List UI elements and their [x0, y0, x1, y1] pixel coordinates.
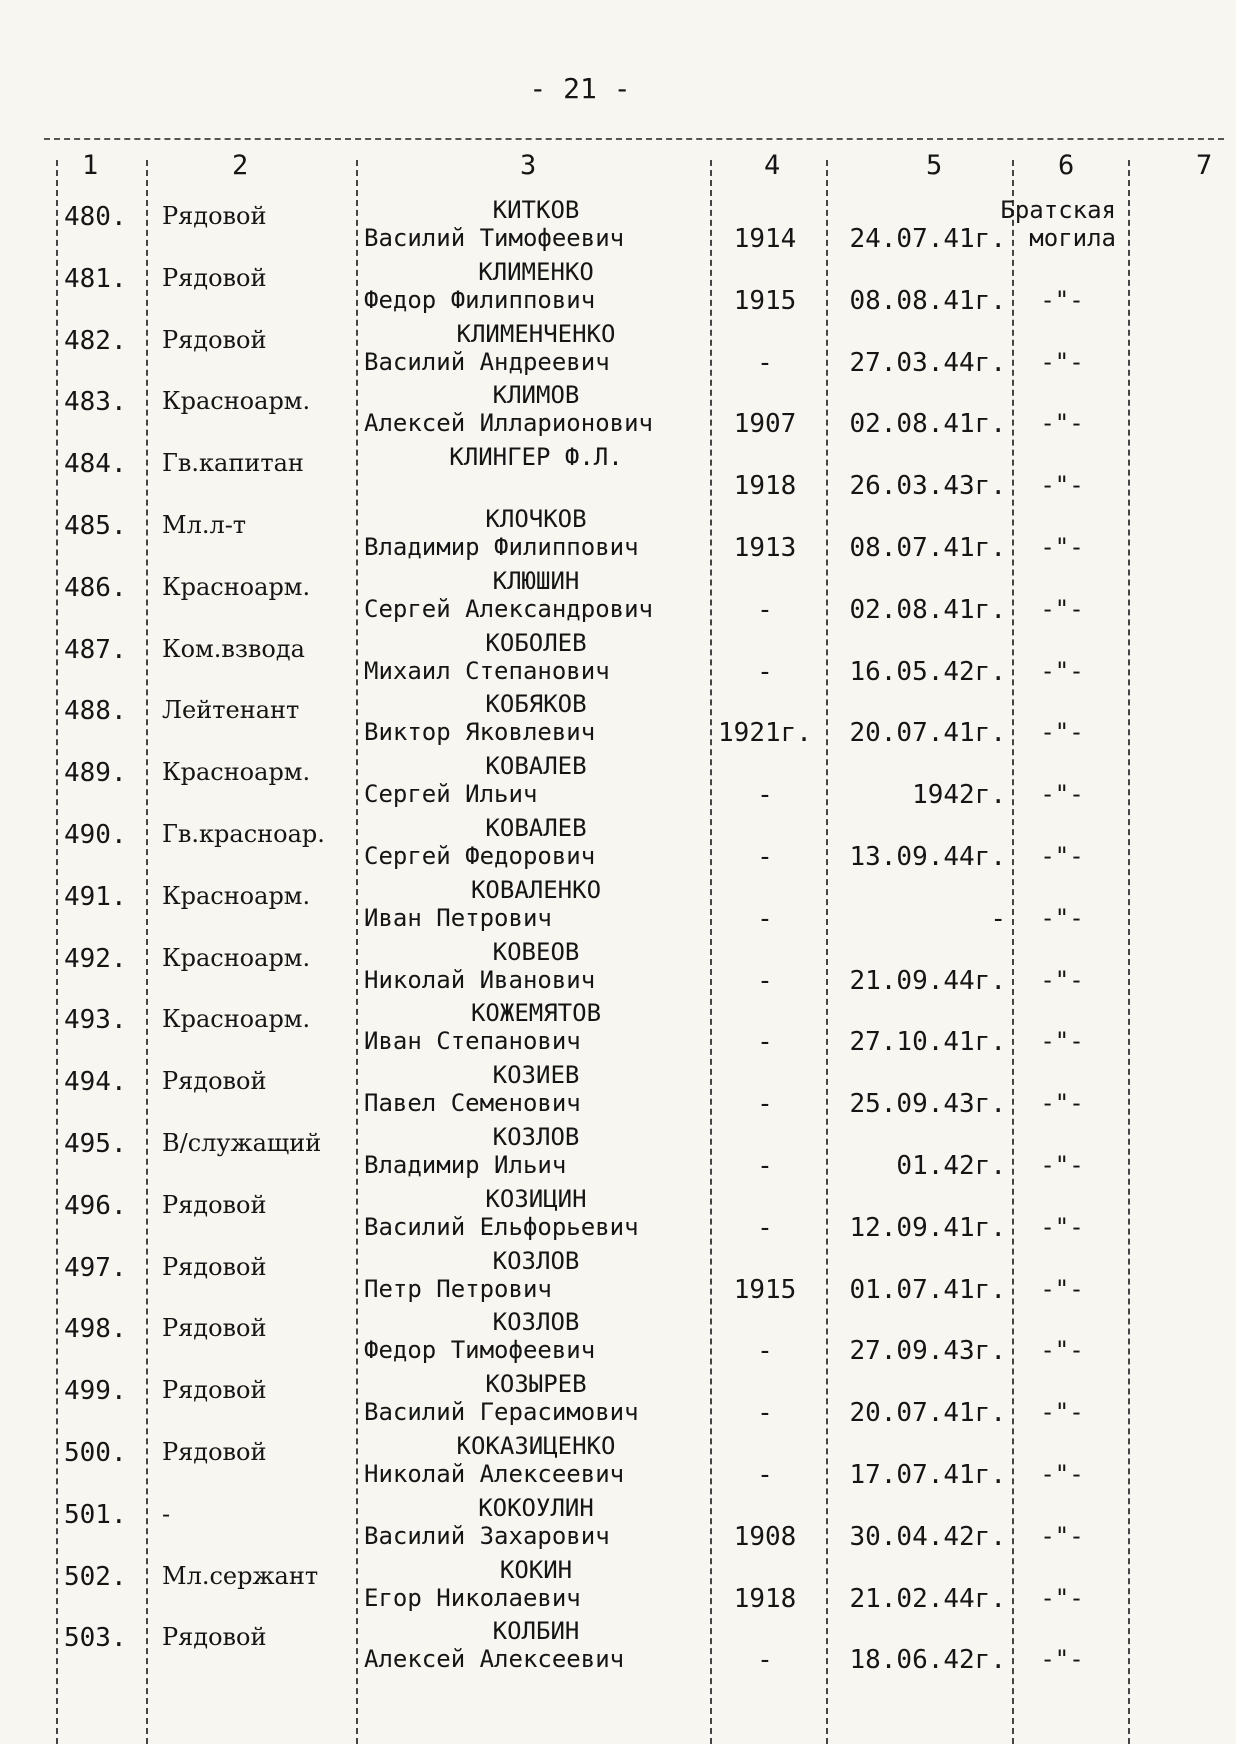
birth-year: 1908: [733, 1521, 797, 1552]
birth-year: -: [757, 1398, 773, 1429]
table-row: [0, 1308, 1236, 1370]
table-row: [0, 258, 1236, 320]
death-date: 26.03.43г.: [849, 471, 1006, 502]
birth-year: 1921г.: [718, 718, 812, 749]
rank: Рядовой: [162, 1438, 267, 1466]
birth-year: -: [757, 347, 773, 378]
burial-place: -"-: [1040, 656, 1084, 685]
table-row: [0, 629, 1236, 691]
death-date: 02.08.41г.: [849, 594, 1006, 625]
burial-place: -"-: [1040, 471, 1084, 500]
burial-place: -"-: [1040, 1645, 1084, 1674]
rank: Рядовой: [162, 1252, 267, 1281]
death-date: 13.09.44г.: [849, 842, 1006, 872]
death-date: 18.06.42г.: [849, 1645, 1006, 1676]
given-name: Владимир Ильич: [364, 1151, 567, 1179]
rank: Рядовой: [162, 1067, 267, 1096]
death-date: 21.09.44г.: [849, 965, 1006, 996]
table-row: [0, 999, 1236, 1061]
rank: Рядовой: [162, 202, 267, 230]
birth-year: -: [757, 1027, 773, 1058]
row-number: 489.: [64, 758, 127, 789]
table-row: [0, 196, 1236, 258]
surname: КОЗЫРЕВ: [485, 1370, 587, 1399]
burial-place-top: Братская: [1000, 196, 1116, 224]
birth-year: -: [757, 1645, 773, 1676]
given-name: Сергей Федорович: [364, 842, 596, 870]
rank: Рядовой: [162, 325, 267, 354]
rank: Рядовой: [162, 1190, 267, 1219]
rank: -: [162, 1499, 171, 1528]
given-name: Алексей Алексеевич: [364, 1645, 625, 1674]
rank: Гв.капитан: [162, 449, 304, 478]
rank: Мл.сержант: [162, 1561, 319, 1590]
surname: КОЛБИН: [492, 1617, 580, 1646]
death-date: 24.07.41г.: [849, 224, 1006, 254]
rank: Красноарм.: [162, 943, 311, 972]
given-name: Петр Петрович: [364, 1274, 552, 1303]
burial-place: -"-: [1040, 1336, 1084, 1365]
birth-year: 1913: [733, 533, 797, 563]
surname: КЛИМЕНЧЕНКО: [456, 319, 616, 348]
row-number: 490.: [64, 820, 127, 850]
table-row: [0, 1061, 1236, 1123]
row-number: 499.: [64, 1376, 127, 1407]
burial-place: -"-: [1040, 1151, 1084, 1179]
burial-place: -"-: [1040, 409, 1084, 438]
column-header-3: 3: [520, 150, 537, 181]
row-number: 480.: [64, 202, 127, 232]
table-top-rule: [44, 138, 1224, 140]
given-name: Сергей Александрович: [364, 594, 653, 623]
birth-year: 1907: [733, 409, 797, 440]
birth-year: 1914: [733, 224, 797, 254]
row-number: 481.: [64, 263, 127, 294]
rank: Красноарм.: [162, 758, 311, 787]
birth-year: -: [757, 1212, 773, 1243]
birth-year: -: [757, 1151, 773, 1181]
table-row: [0, 1556, 1236, 1618]
row-number: 487.: [64, 634, 127, 665]
row-number: 486.: [64, 572, 127, 603]
row-number: 492.: [64, 943, 127, 974]
row-number: 488.: [64, 696, 127, 727]
table-row: [0, 876, 1236, 938]
death-date: 1942г.: [912, 780, 1006, 811]
given-name: Василий Захарович: [364, 1521, 610, 1550]
row-number: 497.: [64, 1252, 127, 1283]
rank: Мл.л-т: [162, 511, 247, 539]
table-row: [0, 690, 1236, 752]
surname: КЛИМОВ: [492, 381, 580, 410]
row-number: 483.: [64, 387, 127, 418]
row-number: 493.: [64, 1005, 127, 1036]
surname: КОЗЛОВ: [492, 1308, 580, 1337]
birth-year: -: [757, 1336, 773, 1367]
surname: КЛЮШИН: [492, 566, 580, 595]
given-name: Василий Герасимович: [364, 1398, 639, 1427]
birth-year: 1915: [733, 285, 797, 316]
burial-place: -"-: [1040, 594, 1084, 623]
death-date: 25.09.43г.: [849, 1089, 1006, 1120]
given-name: Павел Семенович: [364, 1089, 581, 1118]
rank: Рядовой: [162, 263, 267, 292]
given-name: Николай Иванович: [364, 965, 596, 994]
table-row: [0, 1123, 1236, 1185]
table-row: [0, 1617, 1236, 1679]
birth-year: -: [757, 965, 773, 996]
death-date: 08.08.41г.: [849, 285, 1006, 316]
table-row: [0, 1247, 1236, 1309]
burial-place: -"-: [1040, 1521, 1084, 1550]
given-name: Федор Тимофеевич: [364, 1336, 596, 1365]
rank: Красноарм.: [162, 572, 311, 601]
birth-year: -: [757, 656, 773, 687]
given-name: Алексей Илларионович: [364, 409, 653, 438]
row-number: 491.: [64, 881, 127, 912]
row-number: 482.: [64, 325, 127, 356]
burial-place: -"-: [1040, 1583, 1084, 1612]
column-header-4: 4: [764, 150, 781, 181]
rank: Красноарм.: [162, 881, 311, 910]
column-header-6: 6: [1058, 150, 1075, 181]
given-name: Василий Ельфорьевич: [364, 1212, 639, 1241]
given-name: Федор Филиппович: [364, 285, 596, 314]
burial-place: -"-: [1040, 347, 1084, 376]
surname: КЛИНГЕР Ф.Л.: [449, 443, 623, 472]
birth-year: 1915: [733, 1274, 797, 1305]
table-row: [0, 381, 1236, 443]
table-row: [0, 1494, 1236, 1556]
surname: КЛОЧКОВ: [485, 505, 587, 533]
surname: КОЗЛОВ: [492, 1123, 580, 1151]
row-number: 495.: [64, 1129, 127, 1159]
birth-year: -: [757, 780, 773, 811]
death-date: 21.02.44г.: [849, 1583, 1006, 1614]
burial-place: -"-: [1040, 1089, 1084, 1118]
table-row: [0, 1432, 1236, 1494]
rank: Рядовой: [162, 1376, 267, 1405]
death-date: 17.07.41г.: [849, 1460, 1006, 1490]
death-date: 27.10.41г.: [849, 1027, 1006, 1058]
table-row: [0, 320, 1236, 382]
birth-year: -: [757, 842, 773, 872]
surname: КОВАЛЕВ: [485, 752, 587, 781]
row-number: 485.: [64, 511, 127, 541]
surname: КОВАЛЕНКО: [470, 875, 602, 904]
given-name: Василий Тимофеевич: [364, 224, 625, 252]
surname: КОЖЕМЯТОВ: [470, 999, 602, 1028]
birth-year: 1918: [733, 1583, 797, 1614]
given-name: Иван Петрович: [364, 903, 552, 932]
table-row: [0, 752, 1236, 814]
given-name: Егор Николаевич: [364, 1583, 581, 1612]
table-row: [0, 1370, 1236, 1432]
surname: КОБОЛЕВ: [485, 628, 587, 657]
row-number: 496.: [64, 1190, 127, 1221]
row-number: 501.: [64, 1499, 127, 1530]
burial-place: -"-: [1040, 718, 1084, 747]
birth-year: 1918: [733, 471, 797, 502]
surname: КОЗИЕВ: [492, 1061, 580, 1090]
table-row: [0, 505, 1236, 567]
column-header-5: 5: [926, 150, 943, 181]
row-number: 500.: [64, 1438, 127, 1468]
birth-year: -: [757, 1460, 773, 1490]
surname: КОКИН: [499, 1555, 573, 1584]
burial-place: -"-: [1040, 1027, 1084, 1056]
burial-place: -"-: [1040, 780, 1084, 809]
given-name: Николай Алексеевич: [364, 1460, 625, 1488]
table-row: [0, 814, 1236, 876]
death-date: -: [990, 903, 1006, 934]
death-date: 20.07.41г.: [849, 1398, 1006, 1429]
rank: Рядовой: [162, 1314, 267, 1343]
death-date: 27.09.43г.: [849, 1336, 1006, 1367]
burial-place: -"-: [1040, 903, 1084, 932]
burial-place: -"-: [1040, 965, 1084, 994]
burial-place: могила: [1029, 224, 1116, 252]
surname: КОВАЛЕВ: [485, 814, 587, 842]
given-name: Виктор Яковлевич: [364, 718, 596, 747]
burial-place: -"-: [1040, 285, 1084, 314]
birth-year: -: [757, 594, 773, 625]
given-name: Михаил Степанович: [364, 656, 610, 685]
given-name: Владимир Филиппович: [364, 533, 639, 561]
surname: КОЗЛОВ: [492, 1246, 580, 1275]
surname: КИТКОВ: [492, 196, 580, 224]
surname: КОЗИЦИН: [485, 1184, 587, 1213]
rank: Лейтенант: [162, 696, 300, 725]
death-date: 01.07.41г.: [849, 1274, 1006, 1305]
death-date: 20.07.41г.: [849, 718, 1006, 749]
birth-year: -: [757, 903, 773, 934]
row-number: 494.: [64, 1067, 127, 1098]
death-date: 02.08.41г.: [849, 409, 1006, 440]
death-date: 01.42г.: [896, 1151, 1006, 1181]
rank: Красноарм.: [162, 1005, 311, 1034]
row-number: 503.: [64, 1623, 127, 1654]
rank: Красноарм.: [162, 387, 311, 416]
death-date: 16.05.42г.: [849, 656, 1006, 687]
table-row: [0, 443, 1236, 505]
surname: КОКАЗИЦЕНКО: [456, 1432, 616, 1460]
column-header-7: 7: [1196, 150, 1213, 181]
rank: В/служащий: [162, 1129, 322, 1157]
rank: Рядовой: [162, 1623, 267, 1652]
burial-place: -"-: [1040, 533, 1084, 561]
burial-place: -"-: [1040, 842, 1084, 870]
page-number: - 21 -: [529, 72, 631, 105]
burial-place: -"-: [1040, 1460, 1084, 1488]
death-date: 08.07.41г.: [849, 533, 1006, 563]
table-row: [0, 938, 1236, 1000]
burial-place: -"-: [1040, 1398, 1084, 1427]
column-header-2: 2: [232, 150, 249, 181]
rank: Гв.красноар.: [162, 820, 325, 848]
given-name: Иван Степанович: [364, 1027, 581, 1056]
row-number: 502.: [64, 1561, 127, 1592]
column-header-1: 1: [82, 150, 99, 181]
table-row: [0, 567, 1236, 629]
surname: КОБЯКОВ: [485, 690, 587, 719]
birth-year: -: [757, 1089, 773, 1120]
row-number: 484.: [64, 449, 127, 480]
rank: Ком.взвода: [162, 634, 305, 663]
burial-place: -"-: [1040, 1274, 1084, 1303]
surname: КОКОУЛИН: [478, 1493, 594, 1522]
given-name: Сергей Ильич: [364, 780, 538, 809]
row-number: 498.: [64, 1314, 127, 1345]
surname: КОВЕОВ: [492, 937, 580, 966]
death-date: 12.09.41г.: [849, 1212, 1006, 1243]
surname: КЛИМЕНКО: [478, 257, 594, 286]
burial-place: -"-: [1040, 1212, 1084, 1241]
table-row: [0, 1185, 1236, 1247]
death-date: 27.03.44г.: [849, 347, 1006, 378]
death-date: 30.04.42г.: [849, 1521, 1006, 1552]
given-name: Василий Андреевич: [364, 347, 610, 376]
